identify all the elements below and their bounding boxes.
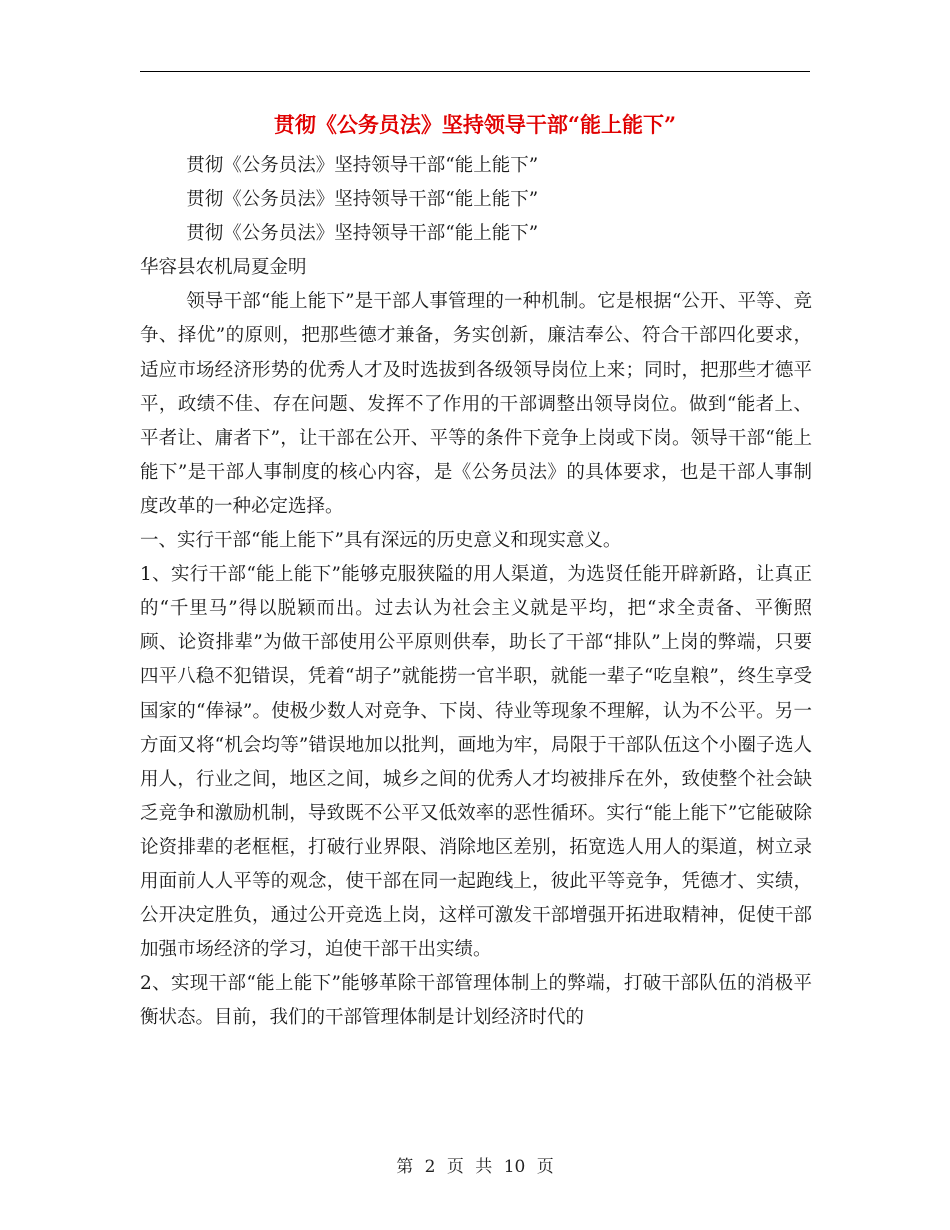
subtitle-line: 贯彻《公务员法》坚持领导干部“能上能下” (186, 189, 539, 211)
document-body (140, 149, 812, 1035)
paragraph: 1、实行干部“能上能下”能够克服狭隘的用人渠道，为选贤任能开辟新路，让真正的“千里马”得以脱颖而出。过去认为社会主义就是平均，把“求全责备、平衡照顾、论资排辈”为做干部使用公平原则供奉，助长了干部“排队”上岗的弊端，只要四平八稳不犯错误，凭着“胡子”就能捞一官半职，就能一辈子“吃皇粮”，终生享受国家的“俸禄”。使极少数人对竞争、下岗、待业等现象不理解，认为不公平。另一方面又将“机会均等”错误地加以批判，画地为牢，局限于干部队伍这个小圈子选人用人，行业之间，地区之间，城乡之间的优秀人才均被排斥在外，致使整个社会缺乏竞争和激励机制，导致既不公平又低效率的恶性循环。实行“能上能下”它能破除论资排辈的老框框，打破行业界限、消除地区差别，拓宽选人用人的渠道，树立录用面前人人平等的观念，使干部在同一起跑线上，彼此平等竞争，凭德才、实绩，公开决定胜负，通过公开竞选上岗，这样可激发干部增强开拓进取精神，促使干部加强市场经济的学习，迫使干部干出实绩。 (140, 564, 812, 961)
document-title: 贯彻《公务员法》坚持领导干部“能上能下” (273, 112, 677, 137)
subtitle-line: 贯彻《公务员法》坚持领导干部“能上能下” (186, 155, 539, 176)
page-footer: 第 2 页 共 10 页 (396, 1157, 554, 1177)
header-rule (140, 71, 810, 72)
section-heading: 一、实行干部“能上能下”具有深远的历史意义和现实意义。 (140, 530, 622, 552)
subtitle-line: 贯彻《公务员法》坚持领导干部“能上能下” (186, 223, 539, 245)
author-line: 华容县农机局夏金明 (140, 257, 307, 279)
paragraph: 2、实现干部“能上能下”能够革除干部管理体制上的弊端，打破干部队伍的消极平衡状态。目前，我们的干部管理体制是计划经济时代的 (140, 973, 812, 1029)
paragraph: 领导干部“能上能下”是干部人事管理的一种机制。它是根据“公开、平等、竞争、择优”的原则，把那些德才兼备，务实创新，廉洁奉公、符合干部四化要求，适应市场经济形势的优秀人才及时选拔到各级领导岗位上来；同时，把那些才德平平，政绩不佳、存在问题、发挥不了作用的干部调整出领导岗位。做到“能者上、平者让、庸者下”，让干部在公开、平等的条件下竞争上岗或下岗。领导干部“能上能下”是干部人事制度的核心内容，是《公务员法》的具体要求，也是干部人事制度改革的一种必定选择。 (140, 291, 812, 517)
